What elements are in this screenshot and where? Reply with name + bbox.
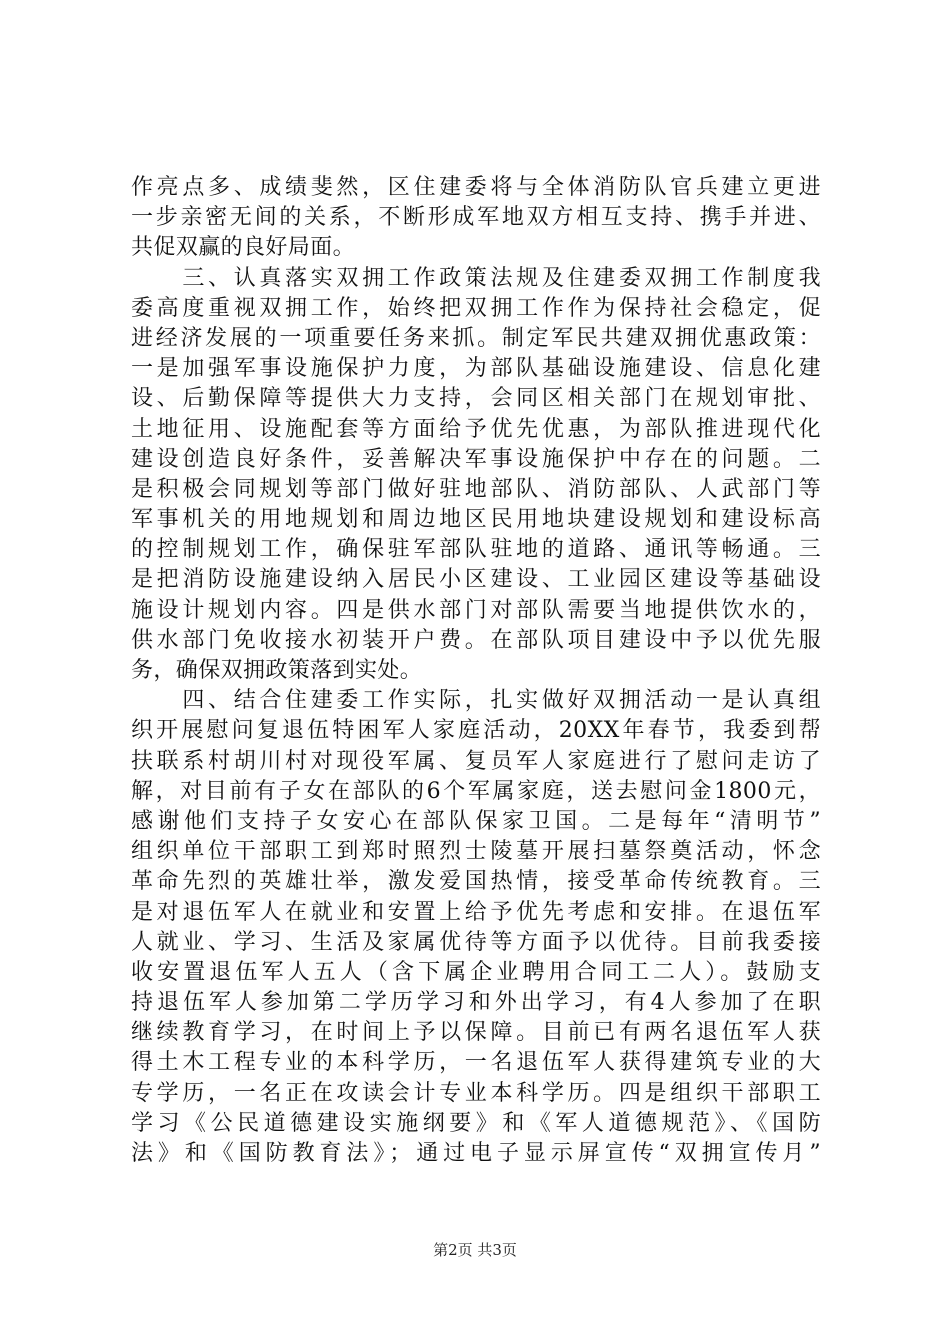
text-line: 得土木工程专业的本科学历，一名退伍军人获得建筑专业的大 xyxy=(131,1050,821,1076)
text-line: 学习《公民道德建设实施纲要》和《军人道德规范》、《国防 xyxy=(131,1110,821,1136)
text-line: 法》和《国防教育法》；通过电子显示屏宣传“双拥宣传月” xyxy=(131,1141,821,1166)
text-line: 组织单位干部职工到郑时照烈士陵墓开展扫墓祭奠活动，怀念 xyxy=(131,839,821,865)
text-line: 一步亲密无间的关系，不断形成军地双方相互支持、携手并进、 xyxy=(131,205,821,231)
text-line: 作亮点多、成绩斐然，区住建委将与全体消防队官兵建立更进 xyxy=(131,175,821,200)
text-line: 继续教育学习，在时间上予以保障。目前已有两名退伍军人获 xyxy=(131,1020,821,1046)
text-line: 进经济发展的一项重要任务来抓。制定军民共建双拥优惠政策： xyxy=(131,325,821,351)
text-line: 织开展慰问复退伍特困军人家庭活动，20XX年春节，我委到帮 xyxy=(131,718,821,744)
text-line: 专学历，一名正在攻读会计专业本科学历。四是组织干部职工 xyxy=(131,1080,821,1106)
text-line: 是积极会同规划等部门做好驻地部队、消防部队、人武部门等 xyxy=(131,476,821,502)
text-line: 收安置退伍军人五人（含下属企业聘用合同工二人）。鼓励支 xyxy=(131,959,821,985)
text-line: 感谢他们支持子女安心在部队保家卫国。二是每年“清明节” xyxy=(131,808,821,834)
text-line: 务，确保双拥政策落到实处。 xyxy=(131,658,423,683)
text-line: 军事机关的用地规划和周边地区民用地块建设规划和建设标高 xyxy=(131,507,821,533)
text-line: 共促双赢的良好局面。 xyxy=(131,235,356,261)
text-line: 扶联系村胡川村对现役军属、复员军人家庭进行了慰问走访了 xyxy=(131,748,821,774)
text-line: 解，对目前有子女在部队的6个军属家庭，送去慰问金1800元， xyxy=(131,778,821,804)
text-line: 委高度重视双拥工作，始终把双拥工作作为保持社会稳定，促 xyxy=(131,295,821,321)
text-line: 土地征用、设施配套等方面给予优先优惠，为部队推进现代化 xyxy=(131,416,821,442)
document-body xyxy=(131,173,821,1169)
text-line: 建设创造良好条件，妥善解决军事设施保护中存在的问题。二 xyxy=(131,446,821,472)
page-footer: 第2页 共3页 xyxy=(433,1241,517,1259)
text-line: 设、后勤保障等提供大力支持，会同区相关部门在规划审批、 xyxy=(131,386,821,412)
text-line: 革命先烈的英雄壮举，激发爱国热情，接受革命传统教育。三 xyxy=(131,869,821,895)
text-line: 持退伍军人参加第二学历学习和外出学习，有4人参加了在职 xyxy=(131,990,821,1016)
text-line: 的控制规划工作，确保驻军部队驻地的道路、通讯等畅通。三 xyxy=(131,537,821,563)
text-line: 供水部门免收接水初装开户费。在部队项目建设中予以优先服 xyxy=(131,627,821,653)
text-line: 是把消防设施建设纳入居民小区建设、工业园区建设等基础设 xyxy=(131,567,821,593)
text-line: 是对退伍军人在就业和安置上给予优先考虑和安排。在退伍军 xyxy=(131,899,821,925)
text-line: 一是加强军事设施保护力度，为部队基础设施建设、信息化建 xyxy=(131,356,821,382)
text-line: 三、认真落实双拥工作政策法规及住建委双拥工作制度我 xyxy=(131,265,821,291)
text-line: 人就业、学习、生活及家属优待等方面予以优待。目前我委接 xyxy=(131,929,821,955)
text-line: 四、结合住建委工作实际，扎实做好双拥活动一是认真组 xyxy=(131,688,821,714)
text-line: 施设计规划内容。四是供水部门对部队需要当地提供饮水的， xyxy=(131,597,821,623)
